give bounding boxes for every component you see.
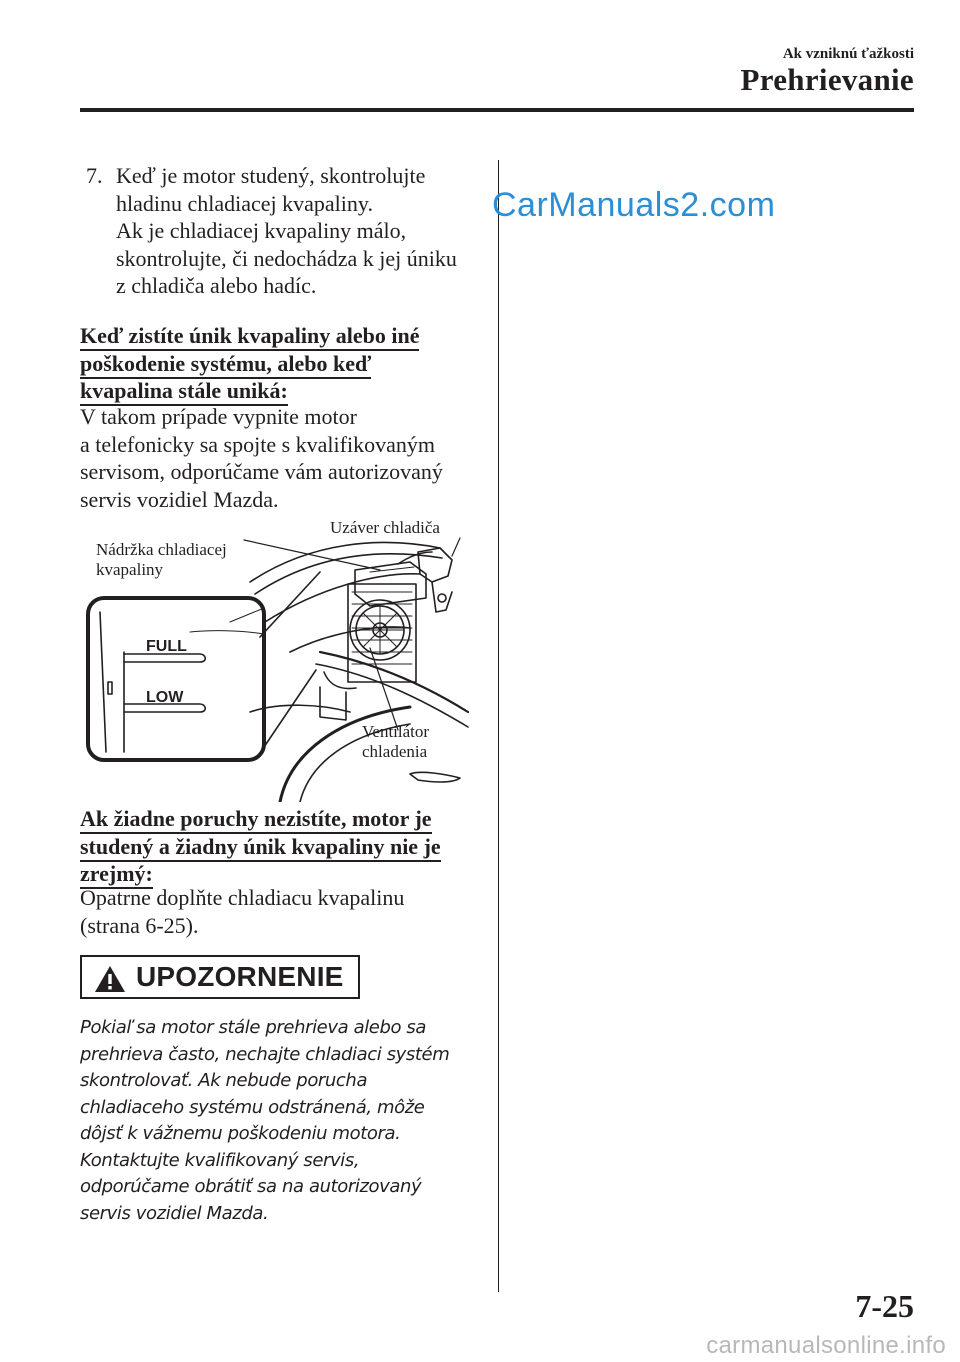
step-line: z chladiča alebo hadíc. [116,273,317,298]
subheading-no-leak [80,805,480,888]
warning-line: odporúčame obrátiť sa na autorizovaný [80,1176,422,1197]
paragraph-line: servisom, odporúčame vám autorizovaný [80,459,443,484]
warning-line: skontrolovať. Ak nebude porucha [80,1070,368,1091]
label-coolant-tank [96,540,227,580]
column-divider [498,160,499,1292]
subheading-line: poškodenie systému, alebo keď [80,351,371,379]
subheading-line: kvapalina stále uniká: [80,378,288,406]
page-number: 7-25 [855,1288,914,1324]
warning-line: Kontaktujte kvalifikovaný servis, [80,1149,360,1171]
warning-line: Pokiaľ sa motor stále prehrieva alebo sa [80,1017,427,1038]
label-radiator-cap: Uzáver chladiča [330,518,440,537]
warning-title: UPOZORNENIE [136,961,344,992]
subheading-leak [80,322,480,405]
paragraph-line: Opatrne doplňte chladiacu kvapalinu [80,885,405,910]
paragraph-line: a telefonicky sa spojte s kvalifikovaným [80,431,435,457]
paragraph-line: (strana 6-25). [80,912,199,938]
warning-box [80,955,360,999]
step-7 [86,162,486,300]
subheading-line: studený a žiadny únik kvapaliny nie je [80,834,441,862]
level-full-text: FULL [146,638,187,655]
paragraph-refill [80,884,480,939]
step-body [116,162,486,300]
label-line: Ventilátor [362,722,430,741]
header-section: Ak vzniknú ťažkosti [782,46,914,62]
label-line: Nádržka chladiacej [96,540,227,559]
subheading-line: Ak žiadne poruchy nezistíte, motor je [80,806,432,834]
subheading-line: Keď zistíte únik kvapaliny alebo iné [80,323,419,351]
engine-figure [80,512,470,802]
paragraph-leak [80,403,480,513]
warning-line: servis vozidiel Mazda. [80,1202,269,1224]
label-cooling-fan [362,722,429,762]
paragraph-line: V takom prípade vypnite motor [80,404,357,429]
step-line: Keď je motor studený, skontrolujte [116,163,426,188]
step-line: hladinu chladiacej kvapaliny. [116,190,373,216]
warning-line: chladiaceho systému odstránená, môže [80,1096,425,1118]
step-number: 7. [86,163,103,188]
page-title: Prehrievanie [740,62,914,97]
warning-triangle-icon [94,965,126,993]
footer-watermark-link[interactable]: carmanualsonline.info [706,1332,946,1359]
header-rule [80,108,914,112]
paragraph-line: servis vozidiel Mazda. [80,486,279,512]
warning-line: prehrieva často, nechajte chladiaci systém [80,1043,450,1065]
level-low-text: LOW [146,689,184,706]
warning-line: dôjsť k vážnemu poškodeniu motora. [80,1123,401,1144]
warning-text [80,1015,480,1227]
watermark-link[interactable]: CarManuals2.com [492,186,776,224]
subheading-line: zrejmý: [80,861,153,889]
step-line: Ak je chladiacej kvapaliny málo, [116,218,407,243]
step-line: skontrolujte, či nedochádza k jej úniku [116,245,457,271]
label-line: kvapaliny [96,560,164,579]
label-line: chladenia [362,742,428,761]
